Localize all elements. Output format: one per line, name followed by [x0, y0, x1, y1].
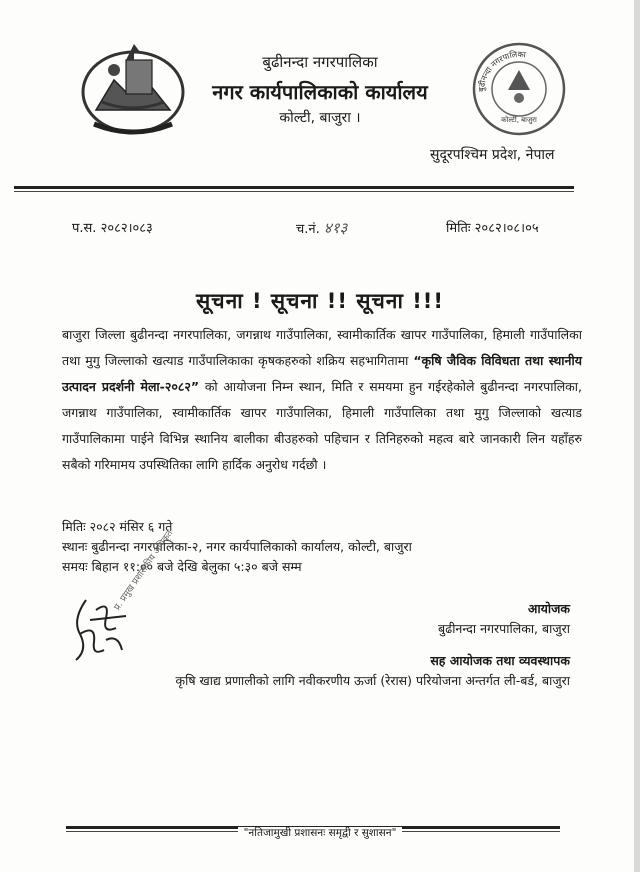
- notice-date: मितिः २०८२।०८।०५: [446, 221, 539, 236]
- dispatch-number: [296, 218, 347, 238]
- footer-motto: [0, 826, 640, 840]
- event-venue: स्थानः बुढीनन्दा नगरपालिका-२, नगर कार्यपालिकाको कार्यालय, कोल्टी, बाजुरा: [62, 539, 412, 554]
- scan-edge: [634, 0, 640, 872]
- co-organizer-label: सह आयोजक तथा व्यवस्थापक: [430, 653, 570, 668]
- event-date: मितिः २०८२ मंसिर ६ गते: [62, 519, 173, 534]
- municipality-name: बुढीनन्दा नगरपालिका: [262, 53, 378, 71]
- svg-text:बुढीनन्दा नगरपालिका: बुढीनन्दा नगरपालिका: [476, 49, 527, 93]
- co-organizer-name: कृषि खाद्य प्रणालीको लागि नवीकरणीय ऊर्जा (रेरास) परियोजना अन्तर्गत ली-बर्ड, बाजुरा: [175, 673, 570, 688]
- footer-motto-text: "नतिजामुखी प्रशासनः समृद्वी र सुशासन": [238, 827, 403, 839]
- event-name: “कृषि जैविक विविधता तथा स्थानीय उत्पादन प्रदर्शनी मेला-२०८२”: [62, 353, 582, 394]
- province-name: सुदूरपश्चिम प्रदेश, नेपाल: [430, 147, 555, 163]
- header-divider: [14, 186, 574, 189]
- header-divider-thin: [14, 191, 574, 192]
- dispatch-handwritten: ४१३: [323, 219, 348, 237]
- office-address: कोल्टी, बाजुरा ।: [279, 110, 361, 126]
- notice-body: [62, 322, 582, 478]
- organizer-label: आयोजक: [527, 601, 570, 616]
- svg-text:कोल्टी, बाजुरा: कोल्टी, बाजुरा: [501, 116, 537, 124]
- letter-number: प.स. २०८२।०८३: [72, 221, 153, 236]
- signature-icon: [66, 590, 146, 670]
- event-time: समयः बिहान ११:०० बजे देखि बेलुका ५:३० बजे सम्म: [62, 559, 302, 574]
- signatory-stamp: प्र. प्रमुख प्रशासकीय अधिकृत: [112, 528, 176, 613]
- organizer-name: बुढीनन्दा नगरपालिका, बाजुरा: [438, 621, 570, 636]
- office-seal-icon: [470, 40, 568, 138]
- notice-title: सूचना ! सूचना !! सूचना !!!: [196, 289, 444, 313]
- notice-body-intro: बाजुरा जिल्ला बुढीनन्दा नगरपालिका, जगन्नाथ गाउँपालिका, स्वामीकार्तिक खापर गाउँपालिका, हिमाली गाउँपालिका तथा मुगु जिल्लाको खत्याड गाउँपालिकाका कृषकहरुको शक्रिय सहभागितामा: [62, 327, 582, 368]
- dispatch-prefix: च.नं.: [296, 222, 320, 237]
- office-name: नगर कार्यपालिकाको कार्यालय: [212, 80, 428, 104]
- notice-body-rest: को आयोजना निम्न स्थान, मिति र समयमा हुन गईरहेकोले बुढीनन्दा नगरपालिका, जगन्नाथ गाउँपालिका, स्वामीकार्तिक खापर गाउँपालिका, हिमाली गाउँपालिका तथा मुगु जिल्लाको खत्याड गाउँपालिकामा पाईने विभिन्न स्थानिय बालीका बीउहरुको पहिचान र तिनिहरुको महत्व बारे जानकारी लिन यहाँहरु सबैको गरिमामय उपस्थितिका लागि हार्दिक अनुरोध गर्दछौ ।: [62, 379, 582, 472]
